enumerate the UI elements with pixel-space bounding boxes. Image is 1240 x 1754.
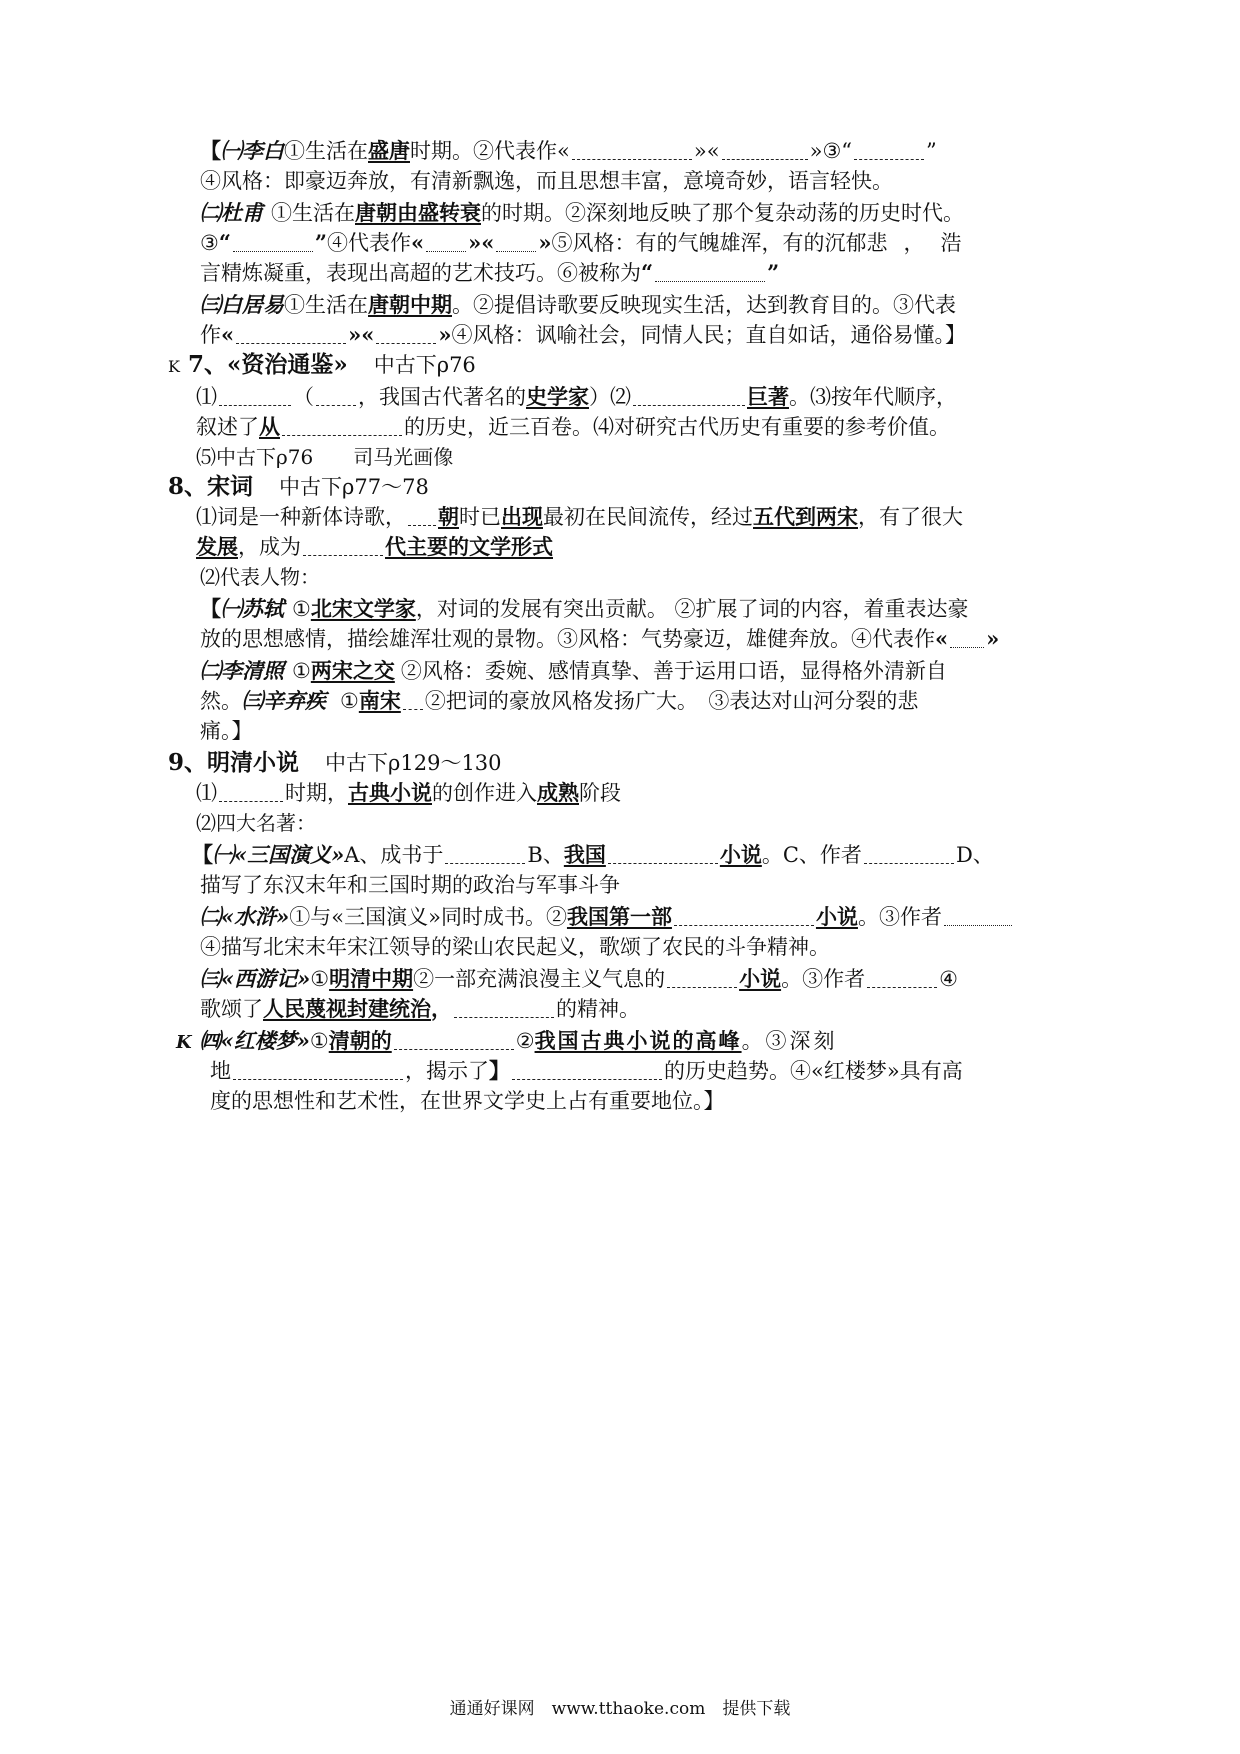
text: ⑴词是一种新体诗歌， [196, 505, 406, 529]
blank [303, 535, 383, 556]
text: ④ [939, 967, 958, 991]
blank [633, 385, 745, 406]
sushi-line-1 [200, 594, 969, 624]
bracket-open: « [706, 139, 720, 163]
page-footer: 通通好课网 www.tthaoke.com 提供下载 [449, 1699, 791, 1719]
text: 歌颂了 [200, 997, 263, 1021]
s7-line-1 [196, 382, 957, 412]
text: 两宋之交 [310, 658, 395, 683]
hongloumeng-line-1 [176, 1026, 838, 1058]
text: ，成为 [238, 535, 301, 559]
section-mark: K [168, 357, 180, 376]
text: ，揭示了 [405, 1059, 489, 1083]
s8-line-1 [196, 502, 963, 532]
sanguo-line-2: 描写了东汉末年和三国时期的政治与军事斗争 [200, 873, 620, 897]
text: 发展 [196, 534, 238, 559]
dufu-line-2 [200, 228, 962, 258]
quote-open: “ [641, 260, 654, 285]
s7-line-2 [196, 412, 950, 442]
text: ， [903, 231, 925, 255]
libai-line-2: ④风格：即豪迈奔放，有清新飘逸，而且思想丰富，意境奇妙，语言轻快。 [200, 169, 893, 193]
sushi-name: ㈠苏轼 [221, 596, 284, 621]
text: D、 [955, 843, 994, 867]
libai-line-1 [200, 136, 937, 166]
bracket-close: » [438, 322, 452, 347]
text: ①与«三国演义»同时成书。② [289, 905, 567, 929]
blank [722, 139, 808, 160]
text: 小说 [719, 842, 762, 867]
hongloumeng-line-3: 度的思想性和艺术性，在世界文学史上占有重要地位。】 [210, 1089, 725, 1113]
blank [219, 781, 283, 802]
text: 清朝的 [328, 1028, 392, 1053]
sanguo-line-1 [192, 840, 994, 870]
page-reference: 中古下ρ77～78 [279, 475, 429, 499]
text: ② [515, 1029, 535, 1053]
text: ）⑵ [589, 385, 631, 409]
text: 。③深刻 [741, 1029, 838, 1053]
quote-close: ” [767, 260, 780, 285]
text: ， [431, 996, 452, 1021]
text: 时期。②代表作 [410, 139, 557, 163]
libai-name: ㈠李白 [221, 138, 284, 163]
text: 从 [259, 414, 280, 439]
text: ⑴ [196, 385, 217, 409]
quote-close: ” [314, 230, 328, 255]
hongloumeng-line-2 [210, 1056, 963, 1086]
xinqiji-line [200, 686, 918, 716]
bracket-open: « [411, 230, 425, 255]
blank [426, 231, 466, 252]
text: 古典小说 [348, 780, 432, 805]
blank [944, 905, 1012, 926]
bracket-close: » [693, 139, 707, 163]
text: 我国 [563, 842, 606, 867]
text: 的创作进入 [432, 781, 537, 805]
text: ⑤风格：有的气魄雄浑，有的沉郁悲 [551, 231, 888, 255]
text: （ [293, 385, 314, 409]
libai-era: 盛唐 [368, 138, 410, 163]
dufu-era: 唐朝由盛转衰 [355, 200, 481, 225]
dufu-line-1 [200, 198, 964, 228]
text: ① [340, 689, 359, 713]
text: 明清中期 [329, 966, 414, 991]
text: ⑴ [196, 781, 217, 805]
text: 浩 [940, 231, 962, 255]
text: ③ [200, 231, 219, 255]
bracket-open: « [557, 139, 570, 163]
bracket-close: » [986, 626, 1000, 651]
blank [219, 385, 291, 406]
text: 我国古典小说的高峰 [534, 1028, 742, 1053]
section-mark: K [176, 1032, 192, 1053]
sanguo-name: ㈠«三国演义» [213, 842, 345, 867]
blank [403, 689, 423, 710]
bracket-open: « [481, 230, 495, 255]
text: 时已 [459, 505, 501, 529]
xiyou-name: ㈢«西游记» [200, 966, 311, 991]
text: 然。 [200, 689, 242, 713]
text: 。②提倡诗歌要反映现实生活，达到教育目的。③代表 [452, 293, 956, 317]
text: 人民蔑视封建统治 [263, 996, 431, 1021]
text: 。③作者 [781, 967, 866, 991]
text: ①生活在 [284, 293, 368, 317]
section-8-heading [168, 472, 429, 502]
text: ① [309, 1029, 329, 1053]
baijuyi-name: ㈢白居易 [200, 292, 284, 317]
text: A、成书于 [344, 843, 444, 867]
blank [867, 967, 937, 988]
text: 的时期。②深刻地反映了那个复杂动荡的历史时代。 [481, 201, 964, 225]
blank [655, 261, 765, 282]
text: ②风格：委婉、感情真挚、善于运用口语，显得格外清新自 [400, 659, 947, 683]
shuihu-name: ㈡«水浒» [200, 904, 290, 929]
page-reference: 中古下ρ76 [373, 353, 476, 377]
xiyou-line-1 [200, 964, 958, 994]
text: 小说 [815, 904, 858, 929]
blank [394, 1029, 514, 1050]
text: ① [292, 659, 311, 683]
bracket-close: » [809, 139, 823, 163]
bracket-open: « [361, 322, 375, 347]
text: ① [310, 967, 330, 991]
blank [408, 505, 436, 526]
s7-line-3: ⑸中古下ρ76 司马光画像 [196, 445, 454, 469]
text: 最初在民间流传，经过 [543, 505, 753, 529]
section-9-heading [168, 748, 502, 778]
text: 的精神。 [556, 997, 640, 1021]
blank [512, 1059, 662, 1080]
text: 。⑶按年代顺序， [789, 385, 957, 409]
blank [282, 415, 402, 436]
text: ②把词的豪放风格发扬广大。 ③表达对山河分裂的悲 [424, 689, 919, 713]
text: ①生活在 [284, 139, 368, 163]
s8-line-2 [196, 532, 553, 562]
blank [233, 1059, 403, 1080]
blank [233, 231, 313, 252]
bracket: 【 [192, 842, 213, 867]
text: 成熟 [537, 780, 579, 805]
blank [496, 231, 536, 252]
blank [667, 967, 737, 988]
sushi-line-2 [200, 624, 999, 654]
text: 代主要的文学形式 [385, 534, 553, 559]
bracket-open: « [935, 626, 949, 651]
blank [316, 385, 356, 406]
text: 地 [210, 1059, 231, 1083]
text: 史学家 [526, 384, 589, 409]
bracket-close: » [348, 322, 362, 347]
blank [674, 905, 814, 926]
s8-line-3: ⑵代表人物： [200, 565, 320, 589]
blank [950, 627, 984, 648]
text: ，我国古代著名的 [358, 385, 526, 409]
liqingzhao-name: ㈡李清照 [200, 658, 284, 683]
liqingzhao-line [200, 656, 947, 686]
text: 言精炼凝重，表现出高超的艺术技巧。⑥被称为 [200, 261, 641, 285]
xiyou-line-2 [200, 994, 640, 1024]
text: 的历史趋势。④«红楼梦»具有高 [664, 1059, 963, 1083]
hongloumeng-name: ㈣«红楼梦» [199, 1028, 310, 1053]
s8-last-line: 痛。】 [200, 719, 253, 743]
quote-close: ” [926, 139, 937, 163]
shuihu-line-1 [200, 902, 1014, 932]
section-title: 8、宋词 [168, 473, 254, 500]
text: ②一部充满浪漫主义气息的 [413, 967, 666, 991]
text: 巨著 [747, 384, 789, 409]
text: 叙述了 [196, 415, 259, 439]
bracket-open: « [221, 322, 235, 347]
text: 阶段 [579, 781, 621, 805]
text: 五代到两宋 [753, 504, 858, 529]
text: 我国第一部 [566, 904, 672, 929]
text: 的历史，近三百卷。⑷对研究古代历史有重要的参考价值。 [404, 415, 950, 439]
bracket: 【 [200, 596, 221, 621]
shuihu-line-2: ④描写北宋末年宋江领导的梁山农民起义，歌颂了农民的斗争精神。 [200, 935, 830, 959]
text: ，对词的发展有突出贡献。 ②扩展了词的内容，着重表达豪 [415, 597, 969, 621]
text: 小说 [739, 966, 782, 991]
text: 放的思想感情，描绘雄浑壮观的景物。③风格：气势豪迈，雄健奔放。④代表作 [200, 627, 935, 651]
text: ④代表作 [327, 231, 412, 255]
text: 南宋 [358, 688, 401, 713]
text: 作 [200, 323, 221, 347]
blank [445, 843, 525, 864]
text: ，有了很大 [858, 505, 963, 529]
baijuyi-line-1 [200, 290, 956, 320]
baijuyi-line-2 [200, 320, 966, 350]
section-title: 7、«资治通鉴» [187, 351, 348, 378]
text: ① [292, 597, 311, 621]
text: 。C、作者 [761, 843, 862, 867]
baijuyi-era: 唐朝中期 [368, 292, 452, 317]
quote-open: “ [841, 139, 853, 163]
bracket-close: » [538, 230, 552, 255]
blank [376, 323, 436, 344]
s9-line-2: ⑵四大名著： [196, 811, 316, 835]
bracket-close: » [468, 230, 482, 255]
text: ④风格：讽喻社会，同情人民；直自如话，通俗易懂。】 [451, 323, 966, 347]
blank [854, 139, 924, 160]
section-7-heading [168, 350, 476, 382]
blank [608, 843, 718, 864]
text: B、 [527, 843, 564, 867]
dufu-name: ㈡杜甫 [200, 200, 263, 225]
blank [864, 843, 954, 864]
quote-open: “ [218, 230, 231, 255]
text: ③ [822, 139, 842, 163]
text: 出现 [501, 504, 543, 529]
blank [454, 997, 554, 1018]
text: 时期， [285, 781, 348, 805]
text: 北宋文学家 [310, 596, 416, 621]
xinqiji-name: ㈢辛弃疾 [242, 688, 326, 713]
s9-line-1 [196, 778, 621, 808]
section-title: 9、明清小说 [168, 749, 300, 776]
dufu-line-3 [200, 258, 779, 288]
text: 。③作者 [857, 905, 942, 929]
bracket: 【 [200, 138, 221, 163]
page-reference: 中古下ρ129～130 [325, 751, 502, 775]
text: 朝 [438, 504, 459, 529]
blank [572, 139, 692, 160]
text: ①生活在 [271, 201, 355, 225]
blank [236, 323, 346, 344]
text: 】 [489, 1058, 510, 1083]
